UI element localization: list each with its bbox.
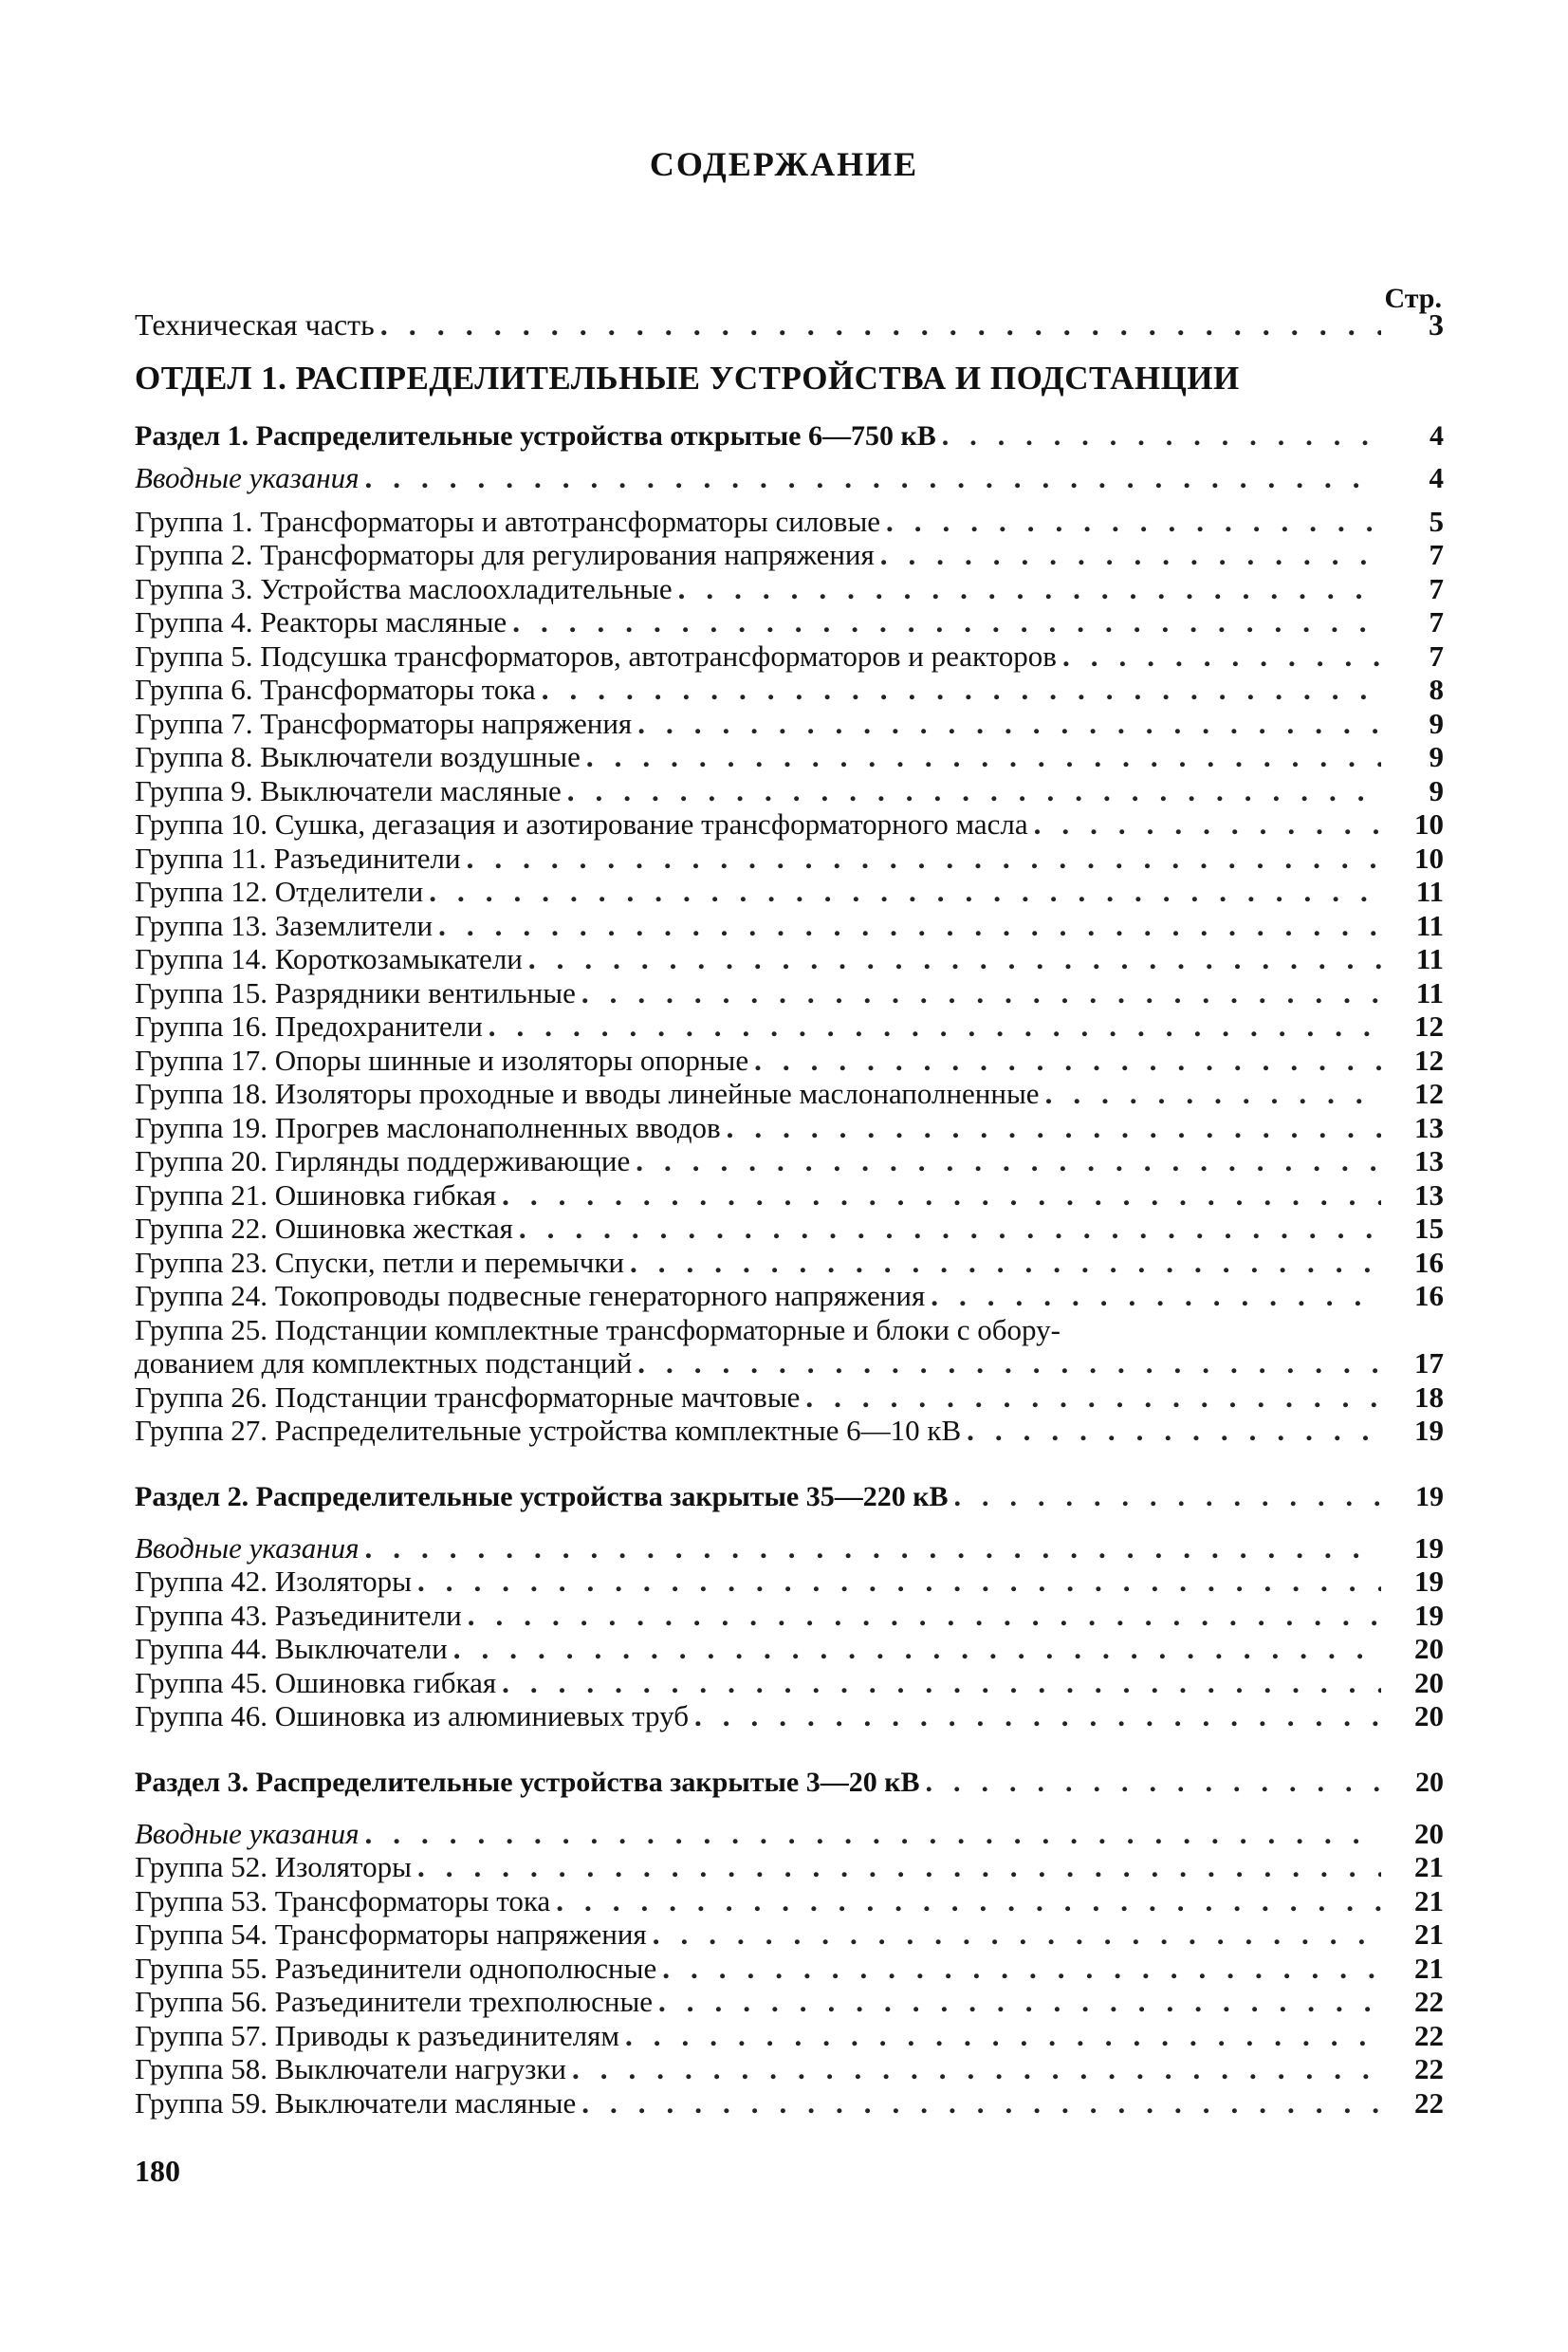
toc-entry-label: Техническая часть <box>135 307 375 342</box>
toc-entry-label: Группа 14. Короткозамыкатели <box>135 942 523 975</box>
toc-item-row <box>135 942 1444 976</box>
toc-entry-label: Группа 2. Трансформаторы для регулирования напряжения <box>135 538 875 571</box>
dot-leader <box>1034 807 1381 842</box>
toc-otdel-row <box>135 345 1444 412</box>
dot-leader <box>1045 1077 1381 1111</box>
dot-leader <box>467 842 1381 876</box>
toc-page-number: 19 <box>1414 1414 1444 1447</box>
toc-page-number: 21 <box>1414 1917 1444 1951</box>
dot-leader <box>805 1380 1381 1415</box>
dot-leader <box>453 1632 1381 1666</box>
toc-entry-label: Группа 12. Отделители <box>135 875 424 908</box>
toc-entry-label: Раздел 3. Распределительные устройства закрытые 3—20 кВ <box>135 1766 920 1798</box>
toc-entry-label: Группа 13. Заземлители <box>135 908 434 942</box>
toc-page-number: 17 <box>1414 1346 1444 1380</box>
toc-page-number: 19 <box>1414 1530 1444 1565</box>
toc-item-row <box>135 2052 1444 2086</box>
toc-page-number: 12 <box>1414 1077 1444 1110</box>
dot-leader <box>754 1044 1381 1078</box>
toc-entry-label: Группа 11. Разъединители <box>135 841 461 875</box>
toc-item-row <box>135 909 1444 943</box>
toc-page-number: 19 <box>1414 1565 1444 1598</box>
toc-item-row <box>135 1044 1444 1078</box>
toc-item-row <box>135 1246 1444 1280</box>
dot-leader <box>581 976 1381 1010</box>
toc-entry-label: Группа 42. Изоляторы <box>135 1565 412 1598</box>
toc-item-row <box>135 1212 1444 1246</box>
toc-page-number: 7 <box>1429 639 1444 673</box>
toc-entry-label: Группа 18. Изоляторы проходные и вводы линейные маслонаполненные <box>135 1077 1040 1110</box>
dot-leader <box>1062 639 1381 674</box>
toc-entry-label: Группа 17. Опоры шинные и изоляторы опорные <box>135 1043 749 1077</box>
toc-item-row <box>135 1666 1444 1700</box>
toc-item-row <box>135 707 1444 741</box>
toc-page-number: 11 <box>1415 942 1444 975</box>
dot-leader <box>653 1917 1381 1952</box>
dot-leader <box>512 605 1381 639</box>
toc-entry-label: Вводные указания <box>135 1530 360 1565</box>
toc-entry-label: Группа 52. Изоляторы <box>135 1850 412 1883</box>
toc-page-number: 8 <box>1429 673 1444 706</box>
dot-leader <box>468 1599 1381 1633</box>
dot-leader <box>954 1472 1381 1522</box>
toc-item-row <box>135 1414 1444 1448</box>
toc-entry-label: Группа 9. Выключатели масляные <box>135 773 562 807</box>
toc-item-row <box>135 1111 1444 1145</box>
toc-item-row <box>135 1884 1444 1918</box>
dot-leader <box>727 1111 1381 1145</box>
toc-item-row <box>135 1380 1444 1415</box>
toc-item-row <box>135 740 1444 774</box>
dot-leader <box>637 1346 1381 1380</box>
toc-page-number: 7 <box>1429 571 1444 605</box>
toc-item-row <box>135 842 1444 876</box>
toc-page-number: 5 <box>1429 504 1444 538</box>
toc-page-number: 13 <box>1414 1177 1444 1212</box>
toc-item-row <box>135 1178 1444 1213</box>
toc-entry-label: Группа 1. Трансформаторы и автотрансформаторы силовые <box>135 504 881 538</box>
toc-entry-label: Группа 53. Трансформаторы тока <box>135 1883 551 1917</box>
toc-intro-row <box>135 461 1444 495</box>
toc-entry-label: Группа 58. Выключатели нагрузки <box>135 2052 566 2085</box>
toc-razdel-row <box>135 1472 1444 1522</box>
toc-page-number: 4 <box>1430 420 1444 452</box>
toc-entry-continued: Группа 25. Подстанции комплектные трансформаторные и блоки с обору- <box>135 1312 1061 1346</box>
toc-entry-label: дованием для комплектных подстанций <box>135 1346 633 1380</box>
spacer <box>135 1807 1444 1817</box>
dot-leader <box>542 673 1381 707</box>
dot-leader <box>365 461 1381 495</box>
toc-page-number: 11 <box>1415 908 1444 942</box>
dot-leader <box>365 1531 1381 1565</box>
toc-page-number: 18 <box>1414 1380 1444 1414</box>
toc-intro-row <box>135 1531 1444 1565</box>
dot-leader <box>926 1758 1381 1807</box>
toc-entry-label: Группа 27. Распределительные устройства комплектные 6—10 кВ <box>135 1414 962 1447</box>
dot-leader <box>502 1666 1381 1700</box>
toc-page-number: 20 <box>1414 1816 1444 1850</box>
toc-page-number: 22 <box>1414 2085 1444 2120</box>
toc-entry-label: Группа 16. Предохранители <box>135 1009 483 1043</box>
toc-item-row <box>135 1985 1444 2019</box>
toc-item-row <box>135 1077 1444 1111</box>
dot-leader <box>662 1952 1381 1986</box>
toc-entry-label: Группа 19. Прогрев маслонаполненных вводов <box>135 1110 721 1144</box>
toc-razdel-row <box>135 1758 1444 1807</box>
toc-page-number: 10 <box>1414 841 1444 875</box>
dot-leader <box>489 1009 1381 1044</box>
toc-page-number: 7 <box>1429 605 1444 639</box>
dot-leader <box>380 304 1381 345</box>
toc-entry-label: Группа 7. Трансформаторы напряжения <box>135 706 633 740</box>
toc-entry-label: Группа 54. Трансформаторы напряжения <box>135 1917 647 1951</box>
toc-entry-label: Группа 45. Ошиновка гибкая <box>135 1665 497 1699</box>
toc-page-number: 19 <box>1415 1480 1444 1512</box>
toc-page-number: 11 <box>1415 975 1444 1009</box>
toc-page-number: 9 <box>1429 773 1444 807</box>
toc-item-row <box>135 505 1444 539</box>
toc-page-number: 15 <box>1414 1212 1444 1245</box>
toc-page-number: 9 <box>1429 706 1444 740</box>
toc-entry-label: Группа 4. Реакторы масляные <box>135 605 507 639</box>
toc-page-number: 13 <box>1414 1144 1444 1177</box>
spacer <box>135 1448 1444 1472</box>
page-column-heading: Стр. <box>1384 283 1442 314</box>
toc-item-row <box>135 538 1444 572</box>
toc-page-number: 20 <box>1414 1632 1444 1665</box>
toc-entry-label: Вводные указания <box>135 461 360 494</box>
toc-item-row <box>135 1952 1444 1986</box>
toc-page-number: 20 <box>1415 1766 1444 1798</box>
toc-razdel-row <box>135 412 1444 461</box>
dot-leader <box>572 2052 1381 2086</box>
dot-leader <box>567 774 1381 808</box>
toc-page-number: 12 <box>1414 1043 1444 1077</box>
dot-leader <box>678 572 1381 606</box>
dot-leader <box>438 909 1381 943</box>
toc-entry-label: Группа 24. Токопроводы подвесные генераторного напряжения <box>135 1279 926 1312</box>
toc-item-row <box>135 1599 1444 1633</box>
dot-leader <box>658 1985 1381 2019</box>
toc-entry-label: ОТДЕЛ 1. РАСПРЕДЕЛИТЕЛЬНЫЕ УСТРОЙСТВА И ПОДСТАНЦИИ <box>135 360 1240 397</box>
toc-page-number: 4 <box>1429 461 1444 494</box>
dot-leader <box>637 707 1381 741</box>
toc-item-row <box>135 976 1444 1010</box>
toc-page-number: 7 <box>1429 538 1444 571</box>
toc-item-row <box>135 1565 1444 1599</box>
dot-leader <box>625 2019 1381 2053</box>
toc-entry-label: Группа 55. Разъединители однополюсные <box>135 1951 657 1985</box>
toc-item-row <box>135 1144 1444 1178</box>
toc-intro-row <box>135 1817 1444 1851</box>
toc-entry-label: Группа 6. Трансформаторы тока <box>135 673 536 706</box>
toc-page-number: 3 <box>1429 307 1444 342</box>
toc-page-number: 22 <box>1414 2052 1444 2085</box>
toc-page-number: 21 <box>1414 1951 1444 1985</box>
toc-item-row <box>135 807 1444 842</box>
toc-item-row <box>135 1917 1444 1952</box>
dot-leader <box>417 1850 1381 1884</box>
toc-big-row <box>135 304 1444 345</box>
toc-entry-label: Группа 8. Выключатели воздушные <box>135 740 581 773</box>
toc-entry-label: Группа 59. Выключатели масляные <box>135 2085 577 2120</box>
toc-page-number: 21 <box>1414 1883 1444 1917</box>
dot-leader <box>880 538 1381 572</box>
toc-page-number: 10 <box>1414 807 1444 841</box>
toc-entry-label: Группа 44. Выключатели <box>135 1632 448 1665</box>
dot-leader <box>365 1817 1381 1851</box>
dot-leader <box>942 412 1381 461</box>
toc-page-number: 11 <box>1415 875 1444 908</box>
dot-leader <box>581 2086 1381 2121</box>
toc-entry-label: Группа 22. Ошиновка жесткая <box>135 1212 513 1245</box>
toc-entry-label: Раздел 2. Распределительные устройства закрытые 35—220 кВ <box>135 1480 949 1512</box>
dot-leader <box>967 1414 1381 1448</box>
toc-page-number: 20 <box>1414 1699 1444 1732</box>
toc-entry-label: Раздел 1. Распределительные устройства открытые 6—750 кВ <box>135 420 936 452</box>
toc-entry-label: Группа 15. Разрядники вентильные <box>135 975 576 1009</box>
toc-item-row <box>135 639 1444 674</box>
toc-item-row <box>135 572 1444 606</box>
dot-leader <box>556 1884 1381 1918</box>
toc-page-number: 13 <box>1414 1110 1444 1144</box>
toc-item-row <box>135 673 1444 707</box>
toc-page-number: 20 <box>1414 1665 1444 1699</box>
toc-page-number: 22 <box>1414 2018 1444 2052</box>
dot-leader <box>886 505 1381 539</box>
toc-entry-label: Группа 20. Гирлянды поддерживающие <box>135 1144 631 1177</box>
toc-item-row <box>135 605 1444 639</box>
dot-leader <box>586 740 1381 774</box>
dot-leader <box>502 1178 1381 1213</box>
spacer <box>135 495 1444 505</box>
dot-leader <box>429 875 1381 909</box>
toc-entry-label: Группа 57. Приводы к разъединителям <box>135 2018 619 2052</box>
toc-item-row <box>135 2019 1444 2053</box>
table-of-contents <box>135 304 1444 2120</box>
toc-page-number: 16 <box>1414 1245 1444 1279</box>
dot-leader <box>630 1246 1381 1280</box>
toc-item-row <box>135 1009 1444 1044</box>
toc-page-number: 12 <box>1414 1009 1444 1043</box>
toc-page-number: 16 <box>1414 1279 1444 1312</box>
toc-entry-label: Группа 46. Ошиновка из алюминиевых труб <box>135 1699 690 1732</box>
toc-entry-label: Группа 3. Устройства маслоохладительные <box>135 571 673 605</box>
toc-item-row <box>135 1850 1444 1884</box>
toc-page-number: 9 <box>1429 740 1444 773</box>
toc-entry-label: Группа 43. Разъединители <box>135 1598 462 1632</box>
toc-entry-label: Группа 10. Сушка, дегазация и азотирование трансформаторного масла <box>135 807 1028 841</box>
toc-entry-label: Группа 21. Ошиновка гибкая <box>135 1177 497 1212</box>
dot-leader <box>417 1565 1381 1599</box>
spacer <box>135 1733 1444 1758</box>
toc-item-row <box>135 1279 1444 1313</box>
toc-page-number: 22 <box>1414 1985 1444 2018</box>
toc-item-row <box>135 2086 1444 2121</box>
toc-item-row <box>135 1699 1444 1733</box>
toc-item-row <box>135 1632 1444 1666</box>
toc-item-row <box>135 1346 1444 1380</box>
toc-item-row <box>135 875 1444 909</box>
toc-entry-label: Группа 23. Спуски, петли и перемычки <box>135 1245 624 1279</box>
dot-leader <box>931 1279 1381 1313</box>
toc-page-number: 19 <box>1414 1598 1444 1632</box>
toc-page-number: 21 <box>1414 1850 1444 1883</box>
dot-leader <box>528 942 1381 976</box>
dot-leader <box>636 1144 1381 1178</box>
dot-leader <box>519 1212 1381 1246</box>
spacer <box>135 1522 1444 1531</box>
dot-leader <box>694 1699 1381 1733</box>
toc-entry-label: Группа 56. Разъединители трехполюсные <box>135 1985 654 2018</box>
page-number: 180 <box>135 2154 180 2188</box>
toc-entry-label: Группа 26. Подстанции трансформаторные мачтовые <box>135 1380 801 1414</box>
toc-entry-label: Вводные указания <box>135 1816 360 1850</box>
toc-entry-label: Группа 5. Подсушка трансформаторов, автотрансформаторов и реакторов <box>135 639 1057 673</box>
page-title: СОДЕРЖАНИЕ <box>649 145 919 183</box>
toc-item-row <box>135 774 1444 808</box>
